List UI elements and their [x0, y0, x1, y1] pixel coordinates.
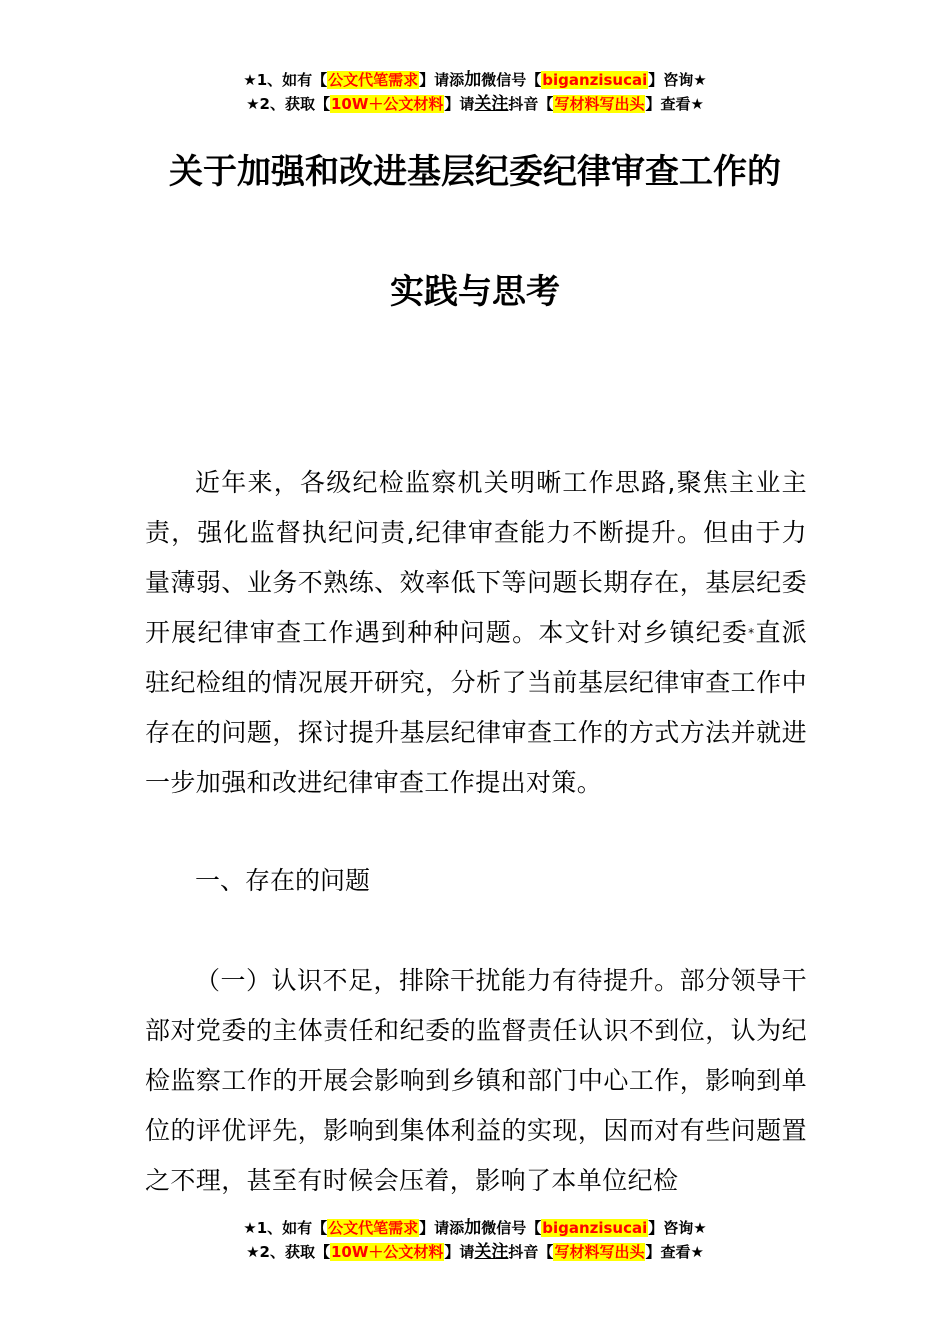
footnote-mark: * — [748, 626, 755, 640]
banner-line-2 — [0, 92, 950, 116]
banner-text: 微信号【 — [481, 71, 542, 89]
section-paragraph: （一）认识不足，排除干扰能力有待提升。部分领导干部对党委的主体责任和纪委的监督责任认识不到位，认为纪检监察工作的开展会影响到乡镇和部门中心工作，影响到单位的评优评先，影响到集体利益的实现，因而对有些问题置之不理，甚至有时候会压着，影响了本单位纪检 — [145, 966, 807, 1195]
banner-text: 】请添 — [419, 1219, 465, 1237]
banner-text: 】咨询★ — [648, 1219, 707, 1237]
banner-highlight: 10W＋公文材料 — [330, 95, 444, 113]
banner-text: 】请 — [444, 95, 475, 113]
document-title-line-1: 关于加强和改进基层纪委纪律审查工作的 — [169, 152, 781, 192]
banner-line-1 — [0, 1216, 950, 1240]
intro-text: 近年来，各级纪检监察机关明晰工作思路,聚焦主业主责，强化监督执纪问责,纪律审查能力不断提升。但由于力量薄弱、业务不熟练、效率低下等问题长期存在，基层纪委开展纪律审查工作遇到种种问题。本文针对乡镇纪委 — [145, 468, 807, 647]
banner-emphasis: 关注 — [474, 1242, 509, 1262]
banner-text: 】咨询★ — [648, 71, 707, 89]
banner-emphasis: 加 — [464, 70, 482, 90]
banner-emphasis: 加 — [464, 1218, 482, 1238]
section-heading: 一、存在的问题 — [195, 866, 371, 895]
document-title-line-2: 实践与思考 — [390, 272, 560, 312]
banner-text: ★1、如有【 — [243, 1219, 328, 1237]
banner-wechat-id: biganzisucai — [542, 71, 648, 89]
banner-text: 抖音【 — [508, 1243, 554, 1261]
banner-douyin-id: 写材料写出头 — [554, 95, 645, 113]
banner-text: 】请添 — [419, 71, 465, 89]
banner-highlight: 公文代笔需求 — [328, 1219, 419, 1237]
banner-text: ★2、获取【 — [246, 1243, 330, 1261]
banner-wechat-id: biganzisucai — [542, 1219, 648, 1237]
banner-line-1 — [0, 68, 950, 92]
banner-emphasis: 关注 — [474, 94, 509, 114]
top-banner — [0, 68, 950, 116]
banner-highlight: 10W＋公文材料 — [330, 1243, 444, 1261]
banner-highlight: 公文代笔需求 — [328, 71, 419, 89]
banner-text: ★2、获取【 — [246, 95, 330, 113]
banner-text: 】查看★ — [645, 1243, 704, 1261]
intro-paragraph — [145, 458, 807, 808]
banner-text: 抖音【 — [508, 95, 554, 113]
banner-line-2 — [0, 1240, 950, 1264]
banner-text: 微信号【 — [481, 1219, 542, 1237]
bottom-banner — [0, 1216, 950, 1264]
intro-text: 直派驻纪检组的情况展开研究，分析了当前基层纪律审查工作中存在的问题，探讨提升基层纪律审查工作的方式方法并就进一步加强和改进纪律审查工作提出对策。 — [145, 618, 807, 797]
banner-douyin-id: 写材料写出头 — [554, 1243, 645, 1261]
banner-text: 】查看★ — [645, 95, 704, 113]
banner-text: 】请 — [444, 1243, 475, 1261]
banner-text: ★1、如有【 — [243, 71, 328, 89]
